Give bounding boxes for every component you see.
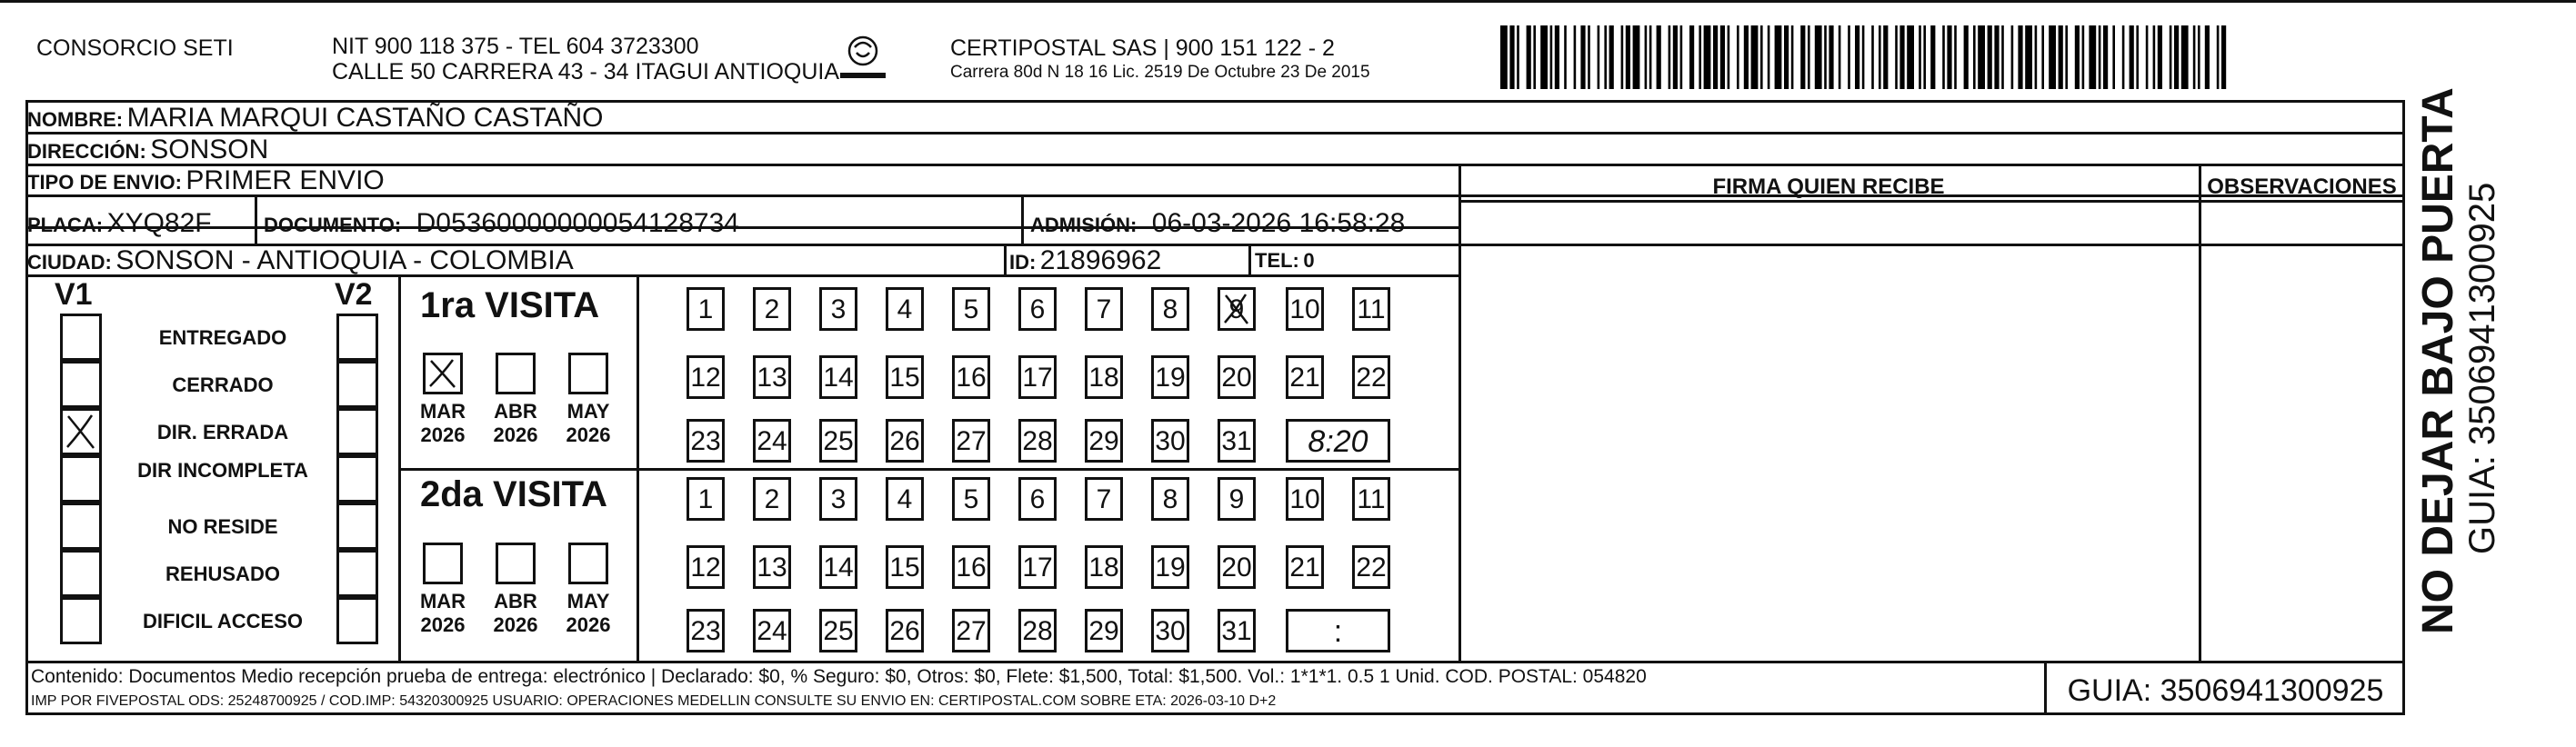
visit2-time-box: : [1286,609,1390,652]
visit1-day-15: 15 [886,355,924,399]
barcode-bar [1899,25,1904,89]
barcode-bar [1760,25,1763,89]
placa-label: PLACA: [27,214,104,236]
barcode-bar [2075,25,2080,89]
visit2-year-label: 2026 [493,613,538,636]
barcode-bar [2041,25,2044,89]
barcode-bar [1673,25,1678,89]
direccion-row [27,134,268,165]
barcode-bar [1540,25,1548,89]
rule [1021,194,1024,244]
barcode-bar [1973,25,1976,89]
visit1-day-27: 27 [952,419,990,463]
tipo-label: TIPO DE ENVIO: [27,171,182,194]
v1-checkbox [60,597,102,644]
barcode-bar [1509,25,1514,89]
visit2-day-30: 30 [1151,609,1189,652]
carrier-line: CERTIPOSTAL SAS | 900 151 122 - 2 [950,35,1335,61]
v1-checkbox [60,550,102,597]
status-option-label: CERRADO [172,374,274,396]
barcode-bar [2049,25,2056,89]
visit2-day-20: 20 [1218,545,1256,589]
barcode-bar [1947,25,1951,89]
documento-label: DOCUMENTO: [264,214,402,236]
footer-contenido: Contenido: Documentos Medio recepción prueba de entrega: electrónico | Declarado: $0, % Seguro: $0, Otros: $0, Flete: $1,500, Total: $1,500. Vol.: 1*1*1. 0.5 1 Unid. COD. POSTAL: 054820 [31,666,1647,687]
admision-label: ADMISIÓN: [1030,214,1138,236]
barcode-bar [2217,25,2220,89]
barcode-bar [1775,25,1782,89]
status-option-label: DIFICIL ACCESO [142,610,303,632]
tipo-value: PRIMER ENVIO [185,165,385,195]
visit2-year-label: 2026 [420,613,466,636]
company-name: CONSORCIO SETI [36,35,234,61]
visit1-day-18: 18 [1085,355,1123,399]
ciudad-label: CIUDAD: [27,251,112,274]
status-option-label: DIR INCOMPLETA [137,459,308,482]
visit2-year-label: 2026 [566,613,611,636]
handwritten-x-mark [63,411,99,453]
barcode-bar [1848,25,1850,89]
visit1-month-checkbox [496,353,536,394]
visit2-day-29: 29 [1085,609,1123,652]
v1-checkbox [60,314,102,361]
footer-imp: IMP POR FIVEPOSTAL ODS: 25248700925 / COD.IMP: 54320300925 USUARIO: OPERACIONES MEDELLIN CONSULTE SU ENVIO EN: CERTIPOSTAL.COM SOBRE ETA: 2026-03-10 D+2 [31,693,1277,709]
visit1-month-checkbox [568,353,608,394]
barcode-bar [1824,25,1827,89]
barcode-bar [2146,25,2149,89]
visit2-day-15: 15 [886,545,924,589]
barcode-bar [1669,25,1671,89]
barcode-bar [1580,25,1585,89]
barcode-bar [1751,25,1759,89]
barcode-bar [1815,25,1822,89]
barcode-bar [1930,25,1935,89]
barcode-bar [1657,25,1661,89]
barcode-bar [1855,25,1859,89]
barcode-bar [1907,25,1914,89]
visit2-month-checkbox [496,543,536,584]
visit1-time-box: 8:20 [1286,419,1390,463]
barcode-bar [1728,25,1730,89]
visit1-day-25: 25 [819,419,857,463]
visit1-month-label: MAY [566,400,610,423]
visit1-day-2: 2 [753,287,791,331]
visit2-day-7: 7 [1085,477,1123,521]
ciudad-row [27,245,574,276]
visit1-year-label: 2026 [566,423,611,446]
visit1-day-31: 31 [1218,419,1256,463]
barcode-bar [1978,25,1985,89]
tel-value: 0 [1303,249,1315,272]
barcode-bar [2082,25,2085,89]
license-line: Carrera 80d N 18 16 Lic. 2519 De Octubre 23 De 2015 [950,63,1370,82]
barcode-bar [1879,25,1881,89]
barcode-bar [1737,25,1739,89]
visit1-day-28: 28 [1018,419,1057,463]
visit1-day-19: 19 [1151,355,1189,399]
tel-row [1255,249,1315,273]
visit1-day-1: 1 [687,287,725,331]
status-option-label: ENTREGADO [158,326,287,349]
barcode-bar [2112,25,2115,89]
top-rule [0,0,2576,3]
visit2-day-9: 9 [1218,477,1256,521]
nombre-value: MARIA MARQUI CASTAÑO CASTAÑO [126,103,604,133]
barcode-bar [1645,25,1648,89]
visit1-day-23: 23 [687,419,725,463]
barcode-bar [1942,25,1945,89]
visit2-day-5: 5 [952,477,990,521]
barcode-bar [2221,25,2226,89]
visit2-day-19: 19 [1151,545,1189,589]
visit1-day-20: 20 [1218,355,1256,399]
visit2-month-checkbox [568,543,608,584]
visit1-day-12: 12 [687,355,725,399]
documento-value: D05360000000054128734 [416,208,739,238]
visit1-month-checkbox [423,353,463,394]
certipostal-logo [835,33,891,87]
visit2-day-3: 3 [819,477,857,521]
barcode-bar [1895,25,1898,89]
v2-checkbox [336,361,378,408]
id-label: ID: [1009,251,1037,274]
barcode-bar [1609,25,1614,89]
visit2-day-8: 8 [1151,477,1189,521]
v1-checkbox [60,455,102,503]
barcode-bar [2001,25,2004,89]
documento-row [264,208,739,239]
v2-checkbox [336,503,378,550]
barcode-bar [1621,25,1624,89]
rule [1248,244,1251,274]
status-option-label: REHUSADO [165,563,280,585]
rule [2199,164,2201,661]
barcode-bar [2130,25,2134,89]
visit2-day-18: 18 [1085,545,1123,589]
visit1-year-label: 2026 [493,423,538,446]
barcode-bar [1633,25,1640,89]
status-option-label: DIR. ERRADA [156,421,289,443]
barcode-bar [1574,25,1577,89]
barcode-bar [1768,25,1770,89]
nombre-row [27,103,604,134]
barcode-bar [1923,25,1926,89]
visit2-month-label: ABR [494,590,537,613]
v2-checkbox [336,597,378,644]
barcode-bar [1699,25,1701,89]
barcode-bar [1988,25,1992,89]
visit1-day-10: 10 [1286,287,1324,331]
visit1-day-30: 30 [1151,419,1189,463]
visit2-day-24: 24 [753,609,791,652]
barcode-bar [1744,25,1749,89]
barcode-bar [2025,25,2032,89]
visit2-day-16: 16 [952,545,990,589]
v2-checkbox [336,550,378,597]
direccion-label: DIRECCIÓN: [27,140,146,163]
status-option-label: NO RESIDE [167,515,278,538]
barcode-bar [2193,25,2196,89]
visit1-day-5: 5 [952,287,990,331]
barcode-bar [1964,25,1969,89]
id-value: 21896962 [1039,245,1162,275]
visit2-month-label: MAR [419,590,466,613]
visit2-day-6: 6 [1018,477,1057,521]
visit1-day-11: 11 [1352,287,1390,331]
side-guia: GUIA: 3506941300925 [2462,182,2502,554]
barcode-bar [1720,25,1725,89]
visit2-day-23: 23 [687,609,725,652]
side-warning [2408,87,2517,645]
barcode-bar [1829,25,1833,89]
barcode-bar [1994,25,1999,89]
barcode-bar [1517,25,1519,89]
visit1-day-21: 21 [1286,355,1324,399]
visit2-day-4: 4 [886,477,924,521]
barcode-bar [1500,25,1508,89]
barcode-bar [2174,25,2179,89]
visit2-day-1: 1 [687,477,725,521]
barcode-bar [1808,25,1810,89]
visit2-day-17: 17 [1018,545,1057,589]
visit2-day-21: 21 [1286,545,1324,589]
rule [255,194,257,244]
barcode-bar [2158,25,2162,89]
barcode-bar [1800,25,1805,89]
barcode-bar [1954,25,1957,89]
visit1-day-3: 3 [819,287,857,331]
barcode-bar [1689,25,1694,89]
barcode-bar [1550,25,1553,89]
visit1-day-26: 26 [886,419,924,463]
v2-checkbox [336,314,378,361]
barcode-bar [1713,25,1718,89]
barcode-bar [2153,25,2156,89]
barcode-bar [1588,25,1590,89]
barcode [1500,25,2228,89]
barcode-bar [1604,25,1607,89]
visit2-month-checkbox [423,543,463,584]
barcode-bar [2018,25,2022,89]
visit1-day-6: 6 [1018,287,1057,331]
ciudad-value: SONSON - ANTIOQUIA - COLOMBIA [115,245,574,275]
barcode-bar [1527,25,1531,89]
visit1-day-13: 13 [753,355,791,399]
visit1-day-16: 16 [952,355,990,399]
visit2-day-12: 12 [687,545,725,589]
v1-checkbox [60,408,102,455]
no-dejar-bajo-puerta: NO DEJAR BAJO PUERTA [2414,87,2462,634]
visit1-day-24: 24 [753,419,791,463]
barcode-bar [2205,25,2210,89]
v1-checkbox [60,361,102,408]
visit1-day-29: 29 [1085,419,1123,463]
visit1-year-label: 2026 [420,423,466,446]
barcode-bar [1533,25,1536,89]
visit2-day-28: 28 [1018,609,1057,652]
visit2-day-27: 27 [952,609,990,652]
barcode-bar [1871,25,1874,89]
barcode-bar [2181,25,2189,89]
visit2-month-label: MAY [566,590,610,613]
rule [25,661,2405,663]
placa-value: XYQ82F [106,208,212,238]
visit1-day-7: 7 [1085,287,1123,331]
admision-row [1030,208,1405,239]
visit1-day-9: 9 [1218,287,1256,331]
barcode-bar [1919,25,1921,89]
tel-label: TEL: [1255,249,1299,272]
visit2-day-26: 26 [886,609,924,652]
barcode-bar [1784,25,1789,89]
handwritten-x-mark [426,355,460,392]
direccion-value: SONSON [150,134,269,164]
barcode-bar [2198,25,2200,89]
visit1-title: 1ra VISITA [420,285,600,325]
visit1-day-14: 14 [819,355,857,399]
barcode-bar [2089,25,2096,89]
barcode-bar [2059,25,2063,89]
visit1-day-8: 8 [1151,287,1189,331]
admision-value: 06-03-2026 16:58:28 [1151,208,1406,238]
barcode-bar [1883,25,1888,89]
visit1-day-22: 22 [1352,355,1390,399]
rule [1458,200,2405,203]
placa-row [27,208,212,239]
barcode-bar [2136,25,2139,89]
id-row [1009,245,1161,276]
visit2-day-2: 2 [753,477,791,521]
tipo-row [27,165,385,196]
rule [1458,164,1461,661]
nit-line: NIT 900 118 375 - TEL 604 3723300 [332,34,699,59]
visit1-day-17: 17 [1018,355,1057,399]
visit2-day-31: 31 [1218,609,1256,652]
v2-checkbox [336,455,378,503]
visit2-title: 2da VISITA [420,474,607,514]
barcode-bar [1680,25,1683,89]
barcode-bar [1862,25,1865,89]
nombre-label: NOMBRE: [27,108,124,131]
v2-checkbox [336,408,378,455]
barcode-bar [2103,25,2108,89]
barcode-bar [1649,25,1652,89]
visit2-day-22: 22 [1352,545,1390,589]
visit2-day-13: 13 [753,545,791,589]
visit2-day-11: 11 [1352,477,1390,521]
barcode-bar [1791,25,1794,89]
rule [1004,244,1007,274]
visit2-day-25: 25 [819,609,857,652]
visit2-day-10: 10 [1286,477,1324,521]
v1-label: V1 [55,277,93,312]
visit1-month-label: MAR [419,400,466,423]
observaciones-label: OBSERVACIONES [2207,174,2397,199]
barcode-bar [1555,25,1559,89]
barcode-bar [1564,25,1567,89]
barcode-bar [1704,25,1711,89]
barcode-bar [1626,25,1630,89]
v1-checkbox [60,503,102,550]
visit2-day-14: 14 [819,545,857,589]
v2-label: V2 [335,277,373,312]
barcode-bar [1598,25,1600,89]
visit1-month-label: ABR [494,400,537,423]
barcode-bar [2035,25,2038,89]
footer-guia: GUIA: 3506941300925 [2067,673,2384,708]
barcode-bar [2065,25,2068,89]
address-line: CALLE 50 CARRERA 43 - 34 ITAGUI ANTIOQUIA [332,59,840,85]
visit1-day-4: 4 [886,287,924,331]
barcode-bar [1839,25,1841,89]
firma-label: FIRMA QUIEN RECIBE [1712,174,1945,199]
handwritten-x-mark [1220,290,1253,328]
barcode-bar [2170,25,2172,89]
rule [398,468,1458,471]
barcode-bar [2099,25,2101,89]
barcode-bar [2011,25,2014,89]
barcode-bar [2122,25,2125,89]
